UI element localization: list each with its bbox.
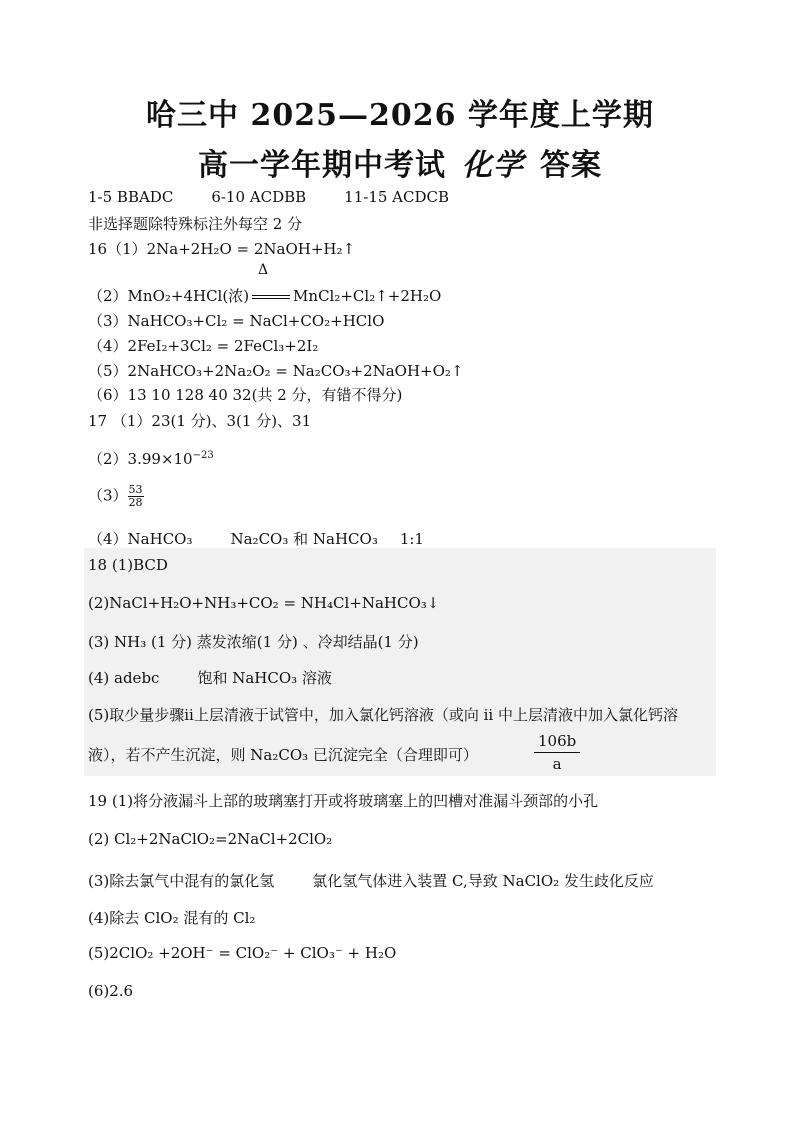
q18-part2: (2)NaCl+H₂O+NH₃+CO₂ = NH₄Cl+NaHCO₃↓ <box>88 594 440 612</box>
q19-part3 <box>88 870 654 891</box>
q18-part1: 18 (1)BCD <box>88 556 168 574</box>
title-line-2 <box>0 140 800 184</box>
q18-fraction <box>534 732 580 773</box>
fraction-numerator: 53 <box>128 483 143 496</box>
q16-part2 <box>88 285 441 306</box>
q18-part4 <box>88 667 332 688</box>
q17-part3-fraction <box>128 484 144 509</box>
q17-part4-c: 1:1 <box>399 530 424 548</box>
title-subject: 化学 <box>462 148 524 183</box>
q17-part4 <box>88 528 424 549</box>
q17-part2 <box>88 448 214 469</box>
scoring-note: 非选择题除特殊标注外每空 2 分 <box>88 215 303 233</box>
mc-answers <box>88 188 449 206</box>
title-exam-name: 高一学年期中考试 <box>198 148 446 183</box>
mc-group-2: 6-10 ACDBB <box>211 188 307 206</box>
q18-part5-line1: (5)取少量步骤ii上层清液于试管中，加入氯化钙溶液（或向 ii 中上层清液中加入氯化钙溶 <box>88 706 678 724</box>
q17-part2-exponent: −23 <box>192 450 214 461</box>
q18-fraction-denominator: a <box>552 755 562 773</box>
q18-part4-b: 饱和 NaHCO₃ 溶液 <box>197 669 332 687</box>
q19-part1: 19 (1)将分液漏斗上部的玻璃塞打开或将玻璃塞上的凹槽对准漏斗颈部的小孔 <box>88 792 599 810</box>
mc-group-1: 1-5 BBADC <box>88 188 174 206</box>
q16-part5: （5）2NaHCO₃+2Na₂O₂ = Na₂CO₃+2NaOH+O₂↑ <box>88 362 464 380</box>
q18-part5-line2: 液），若不产生沉淀，则 Na₂CO₃ 已沉淀完全（合理即可） <box>88 746 478 764</box>
q16-part2-reactants: （2）MnO₂+4HCl(浓) <box>88 287 250 305</box>
q17-part3-label: （3） <box>88 486 128 505</box>
q16-part1: 16（1）2Na+2H₂O = 2NaOH+H₂↑ <box>88 240 356 258</box>
fraction-denominator: 28 <box>128 496 143 509</box>
q18-part4-a: (4) adebc <box>88 669 160 687</box>
q19-part4: (4)除去 ClO₂ 混有的 Cl₂ <box>88 909 256 927</box>
reaction-equals-sign <box>252 295 290 299</box>
q18-fraction-numerator: 106b <box>534 732 580 753</box>
q16-part2-products: MnCl₂+Cl₂↑+2H₂O <box>293 287 442 305</box>
q17-part1: 17 （1）23(1 分)、3(1 分)、31 <box>88 412 312 430</box>
q17-part3 <box>88 484 144 509</box>
q17-part4-b: Na₂CO₃ 和 NaHCO₃ <box>230 530 378 548</box>
title-line-1: 哈三中 2025—2026 学年度上学期 <box>146 98 654 133</box>
q16-part4: （4）2FeI₂+3Cl₂ = 2FeCl₃+2I₂ <box>88 337 319 355</box>
q18-part3: (3) NH₃ (1 分) 蒸发浓缩(1 分) 、冷却结晶(1 分) <box>88 633 419 651</box>
q19-part3-a: (3)除去氯气中混有的氯化氢 <box>88 872 275 890</box>
q19-part5: (5)2ClO₂ +2OH⁻ = ClO₂⁻ + ClO₃⁻ + H₂O <box>88 944 397 962</box>
q17-part4-a: （4）NaHCO₃ <box>88 530 193 548</box>
heat-symbol: Δ <box>258 262 269 278</box>
q19-part2: (2) Cl₂+2NaClO₂=2NaCl+2ClO₂ <box>88 830 333 848</box>
q18-shaded-block <box>84 548 716 776</box>
q16-part3: （3）NaHCO₃+Cl₂ = NaCl+CO₂+HClO <box>88 312 385 330</box>
q19-part3-b: 氯化氢气体进入装置 C,导致 NaClO₂ 发生歧化反应 <box>312 872 654 890</box>
title-answer-label: 答案 <box>540 148 602 183</box>
q19-part6: (6)2.6 <box>88 982 134 1000</box>
mc-group-3: 11-15 ACDCB <box>344 188 450 206</box>
q17-part2-value: （2）3.99×10 <box>88 450 193 468</box>
q16-part6: （6）13 10 128 40 32(共 2 分，有错不得分) <box>88 386 403 404</box>
